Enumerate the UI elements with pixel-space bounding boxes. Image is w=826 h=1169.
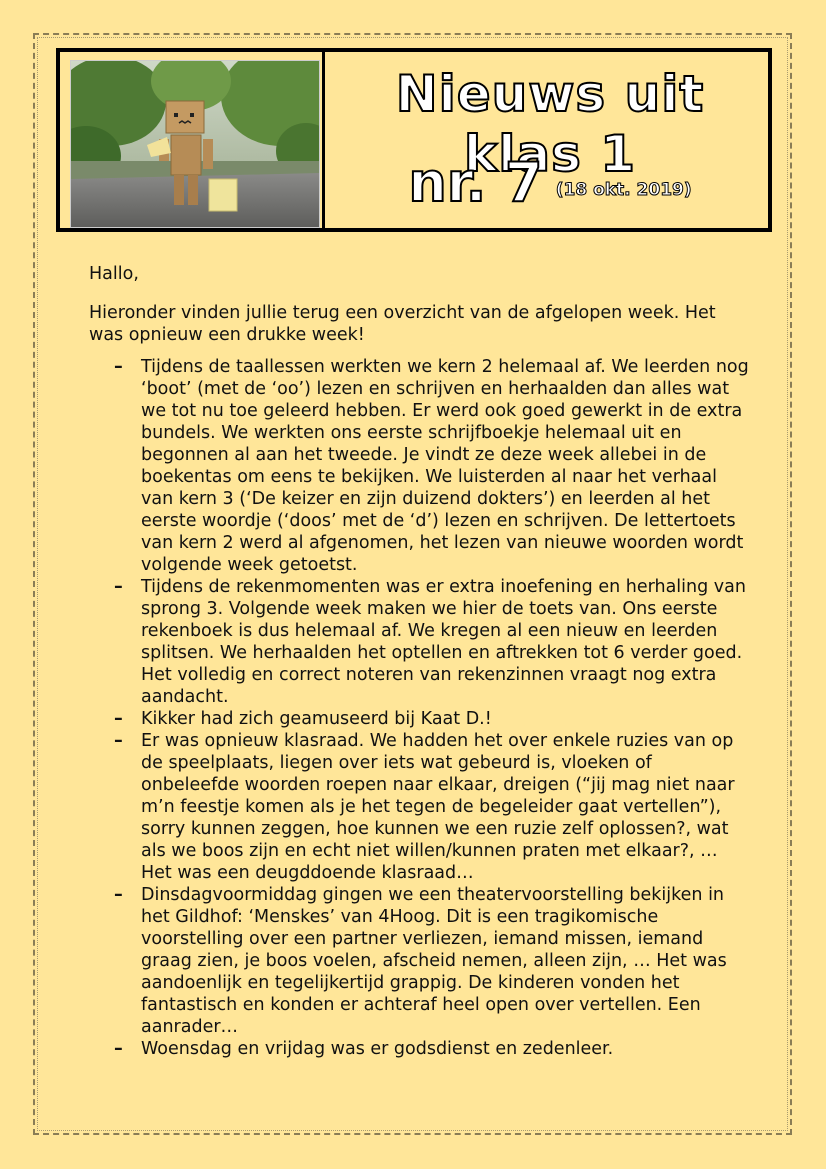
list-item: – Woensdag en vrijdag was er godsdienst en zedenleer.	[114, 1038, 749, 1060]
issue-date: (18 okt. 2019)	[555, 180, 692, 200]
greeting: Hallo,	[89, 264, 139, 284]
newsletter-header	[56, 48, 772, 232]
issue-line	[330, 148, 770, 218]
intro-paragraph: Hieronder vinden jullie terug een overzicht van de afgelopen week. Het was opnieuw een drukke week!	[89, 303, 716, 345]
letter-body	[89, 263, 749, 1060]
list-item: – Kikker had zich geamuseerd bij Kaat D.!	[114, 708, 749, 730]
list-item: – Tijdens de rekenmomenten was er extra inoefening en herhaling van sprong 3. Volgende week maken we hier de toets van. Ons eerste rekenboek is dus helemaal af. We kregen al een nieuw en leerden splitsen. We herhaalden het optellen en aftrekken tot 6 verder goed. Het volledig en correct noteren van rekenzinnen vraagt nog extra aandacht.	[114, 576, 749, 708]
header-divider	[322, 52, 325, 228]
issue-number: nr. 7	[408, 151, 543, 214]
list-item: – Tijdens de taallessen werkten we kern 2 helemaal af. We leerden nog ‘boot’ (met de ‘oo’) lezen en schrijven en herhaalden dan alles wat we tot nu toe geleerd hebben. Er werd ook goed gewerkt in de extra bundels. We werkten ons eerste schrijfboekje helemaal uit en begonnen al aan het tweede. Je vindt ze deze week allebei in de boekentas om eens te bekijken. We luisterden al naar het verhaal van kern 3 (‘De keizer en zijn duizend dokters’) en leerden al het eerste woordje (‘doos’ met de ‘d’) lezen en schrijven. De lettertoets van kern 2 werd al afgenomen, het lezen van nieuwe woorden wordt volgende week getoetst.	[114, 356, 749, 576]
newsletter-title: Nieuws uit klas 1	[395, 65, 705, 183]
list-item: – Dinsdagvoormiddag gingen we een theatervoorstelling bekijken in het Gildhof: ‘Menskes’ van 4Hoog. Dit is een tragikomische voorstelling over een partner verliezen, iemand missen, iemand graag zien, je boos voelen, afscheid nemen, alleen zijn, … Het was aandoenlijk en tegelijkertijd grappig. De kinderen vonden het fantastisch en konden er achteraf heel open over vertellen. Een aanrader…	[114, 884, 749, 1038]
list-item: – Er was opnieuw klasraad. We hadden het over enkele ruzies van op de speelplaats, liegen over iets wat gebeurd is, vloeken of onbeleefde woorden roepen naar elkaar, dreigen (“jij mag niet naar m’n feestje komen als je het tegen de begeleider gaat vertellen”), sorry kunnen zeggen, hoe kunnen we een ruzie zelf oplossen?, wat als we boos zijn en echt niet willen/kunnen praten met elkaar?, … Het was een deugddoende klasraad…	[114, 730, 749, 884]
news-list	[89, 356, 749, 1060]
photo-illustration	[71, 61, 319, 227]
cardboard-robot-photo	[70, 60, 320, 228]
